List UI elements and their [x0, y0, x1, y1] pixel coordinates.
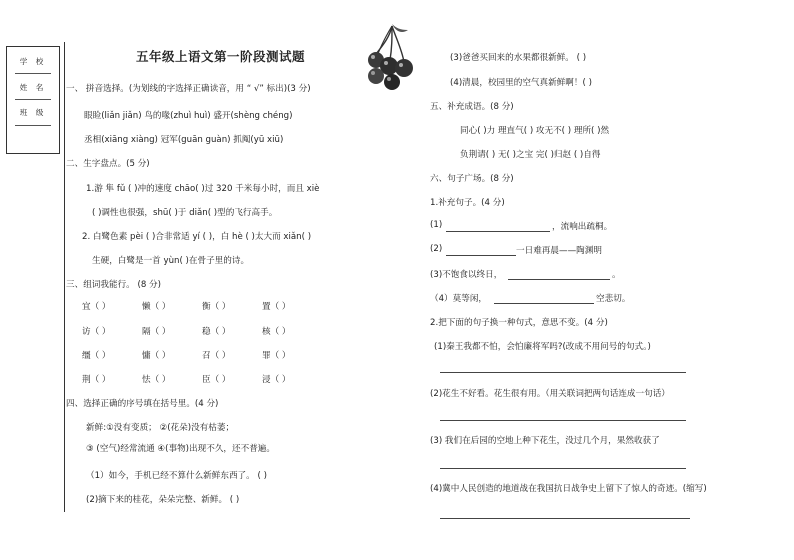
choice-question-1: （1）如今，手机已经不算什么新鲜东西了。 ( ): [86, 471, 267, 481]
characters-line-3: 2. 白鹭色素 pèi ( )合非常适 yí ( )，白 hè ( )太大而 xiǎn( ): [82, 232, 312, 242]
characters-line-2: ( )调性也很强，shū( )于 diǎn( )型的飞行高手。: [92, 208, 278, 218]
word-row: 缰（ ） 慵（ ） 召（ ） 罪（ ）: [82, 351, 291, 361]
answer-line[interactable]: [440, 518, 690, 519]
binding-line: [64, 42, 65, 512]
answer-line[interactable]: [440, 420, 686, 421]
fill-line-1-label: (1): [430, 220, 443, 230]
fill-line-4-end: 空悲切。: [596, 294, 631, 304]
name-label: 姓 名: [19, 83, 47, 92]
answer-blank[interactable]: [494, 303, 594, 304]
answer-blank[interactable]: [508, 279, 610, 280]
class-label: 班 级: [19, 108, 47, 117]
characters-line-4: 生硬，白鹭是一首 yùn( )在骨子里的诗。: [92, 256, 250, 266]
answer-line[interactable]: [440, 372, 686, 373]
student-info-box: [6, 46, 60, 154]
fill-line-3-text: (3)不饱食以终日，: [430, 270, 503, 280]
school-line: [15, 73, 51, 74]
school-label: 学 校: [19, 57, 47, 66]
answer-blank[interactable]: [446, 231, 550, 232]
idiom-line-1: 同心( )力 理直气( ) 攻无不( ) 理所( )然: [460, 126, 610, 136]
characters-line-1: 1.游 隼 fǔ ( )冲的速度 chāo( )过 320 千米每小时，而且 xiè: [86, 184, 320, 194]
word-row: 访（ ） 隔（ ） 稳（ ） 核（ ）: [82, 327, 291, 337]
class-line: [15, 125, 51, 126]
answer-blank[interactable]: [446, 255, 516, 256]
section-5-heading: 五、补充成语。(8 分): [430, 102, 514, 112]
section-2-heading: 二、生字盘点。(5 分): [66, 159, 150, 169]
pinyin-line-1: 眼睑(liǎn jiǎn) 鸟的喙(zhuì huì) 盛开(shèng chéng): [84, 111, 293, 121]
page-title: 五年级上语文第一阶段测试题: [136, 49, 306, 64]
section-3-heading: 三、组词我能行。 (8 分): [66, 280, 161, 290]
word-row: 荆（ ） 怯（ ） 臣（ ） 浸（ ）: [82, 375, 291, 385]
section-1-heading: 一、 拼音选择。(为划线的字选择正确读音，用 “ √” 标出)(3 分): [66, 84, 311, 94]
fill-line-4-text: （4）莫等闲，: [430, 294, 488, 304]
answer-line[interactable]: [440, 468, 686, 469]
definition-options-1: 新鲜:①没有变质； ②(花朵)没有枯萎；: [86, 423, 235, 433]
word-row: 宜（ ） 懒（ ） 衡（ ） 置（ ）: [82, 302, 291, 312]
choice-question-4: (4)清晨，校园里的空气真新鲜啊！( ): [450, 78, 592, 88]
fill-line-2-label: (2): [430, 244, 443, 254]
choice-question-2: (2)摘下来的桂花，朵朵完整、新鲜。 ( ): [86, 495, 240, 505]
rewrite-question-3: (3) 我们在后园的空地上种下花生，没过几个月，果然收获了: [430, 436, 660, 446]
section-4-heading: 四、选择正确的序号填在括号里。(4 分): [66, 399, 219, 409]
section-6-heading: 六、句子广场。(8 分): [430, 174, 514, 184]
idiom-line-2: 负荆请( ) 无( )之宝 完( )归赵 ( )自得: [460, 150, 601, 160]
cherry-illustration: [362, 22, 418, 92]
definition-options-2: ③ (空气)经常流通 ④(事物)出现不久，还不普遍。: [86, 444, 275, 454]
fill-line-2-text: 一日难再晨——陶渊明: [516, 246, 602, 256]
fill-line-1-text: ，流响出疏桐。: [552, 222, 613, 232]
rewrite-question-4: (4)冀中人民创造的地道战在我国抗日战争史上留下了惊人的奇迹。(缩写): [430, 484, 707, 494]
rewrite-question-1: (1)秦王我都不怕，会怕廉将军吗?(改成不用问号的句式。): [434, 342, 651, 352]
choice-question-3: (3)爸爸买回来的水果都很新鲜。 ( ): [450, 53, 587, 63]
rewrite-question-2: (2)花生不好看。花生很有用。（用关联词把两句话连成一句话）: [430, 389, 670, 399]
pinyin-line-2: 丞相(xiāng xiàng) 冠军(guān guàn) 抓阄(yū xiū): [84, 135, 284, 145]
subsection-rewrite-sentences: 2.把下面的句子换一种句式，意思不变。(4 分): [430, 318, 608, 328]
name-line: [15, 99, 51, 100]
subsection-complete-sentences: 1.补充句子。(4 分): [430, 198, 505, 208]
fill-line-3-end: 。: [612, 270, 621, 280]
